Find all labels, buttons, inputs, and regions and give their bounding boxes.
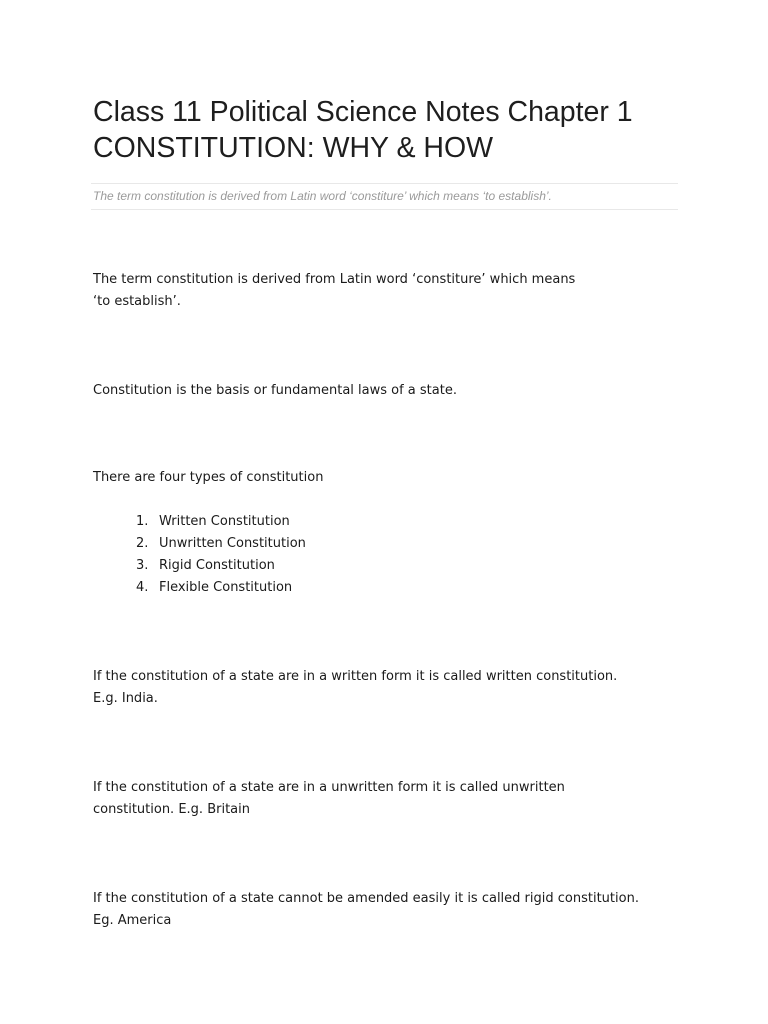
page-title-line-1: Class 11 Political Science Notes Chapter 1 <box>93 96 633 128</box>
paragraph-etymology: The term constitution is derived from Latin word ‘constiture’ which means ‘to establish’. <box>93 272 576 309</box>
list-item-number: 1. <box>136 514 149 529</box>
paragraph-definition: Constitution is the basis or fundamental laws of a state. <box>93 383 457 398</box>
excerpt-text: The term constitution is derived from Latin word ‘constiture’ which means ‘to establish’. <box>93 189 552 203</box>
list-item <box>93 555 306 577</box>
paragraph-types-intro: There are four types of constitution <box>93 470 324 485</box>
paragraph-rigid: If the constitution of a state cannot be amended easily it is called rigid constitution. Eg. America <box>93 891 639 928</box>
list-item <box>93 577 306 599</box>
list-item-label: Rigid Constitution <box>159 558 275 573</box>
page-title <box>93 94 693 166</box>
list-item-number: 3. <box>136 558 149 573</box>
list-item-label: Flexible Constitution <box>159 580 293 595</box>
constitution-types-list <box>93 511 306 599</box>
list-item-number: 4. <box>136 580 149 595</box>
list-item-number: 2. <box>136 536 149 551</box>
paragraph-written: If the constitution of a state are in a written form it is called written constitution. E.g. India. <box>93 669 618 706</box>
list-item-label: Unwritten Constitution <box>159 536 306 551</box>
paragraph-unwritten: If the constitution of a state are in a unwritten form it is called unwritten constitution. E.g. Britain <box>93 780 565 817</box>
excerpt-box <box>91 183 678 210</box>
list-item <box>93 511 306 533</box>
list-item <box>93 533 306 555</box>
page-title-line-2: CONSTITUTION: WHY & HOW <box>93 132 494 164</box>
list-item-label: Written Constitution <box>159 514 290 529</box>
